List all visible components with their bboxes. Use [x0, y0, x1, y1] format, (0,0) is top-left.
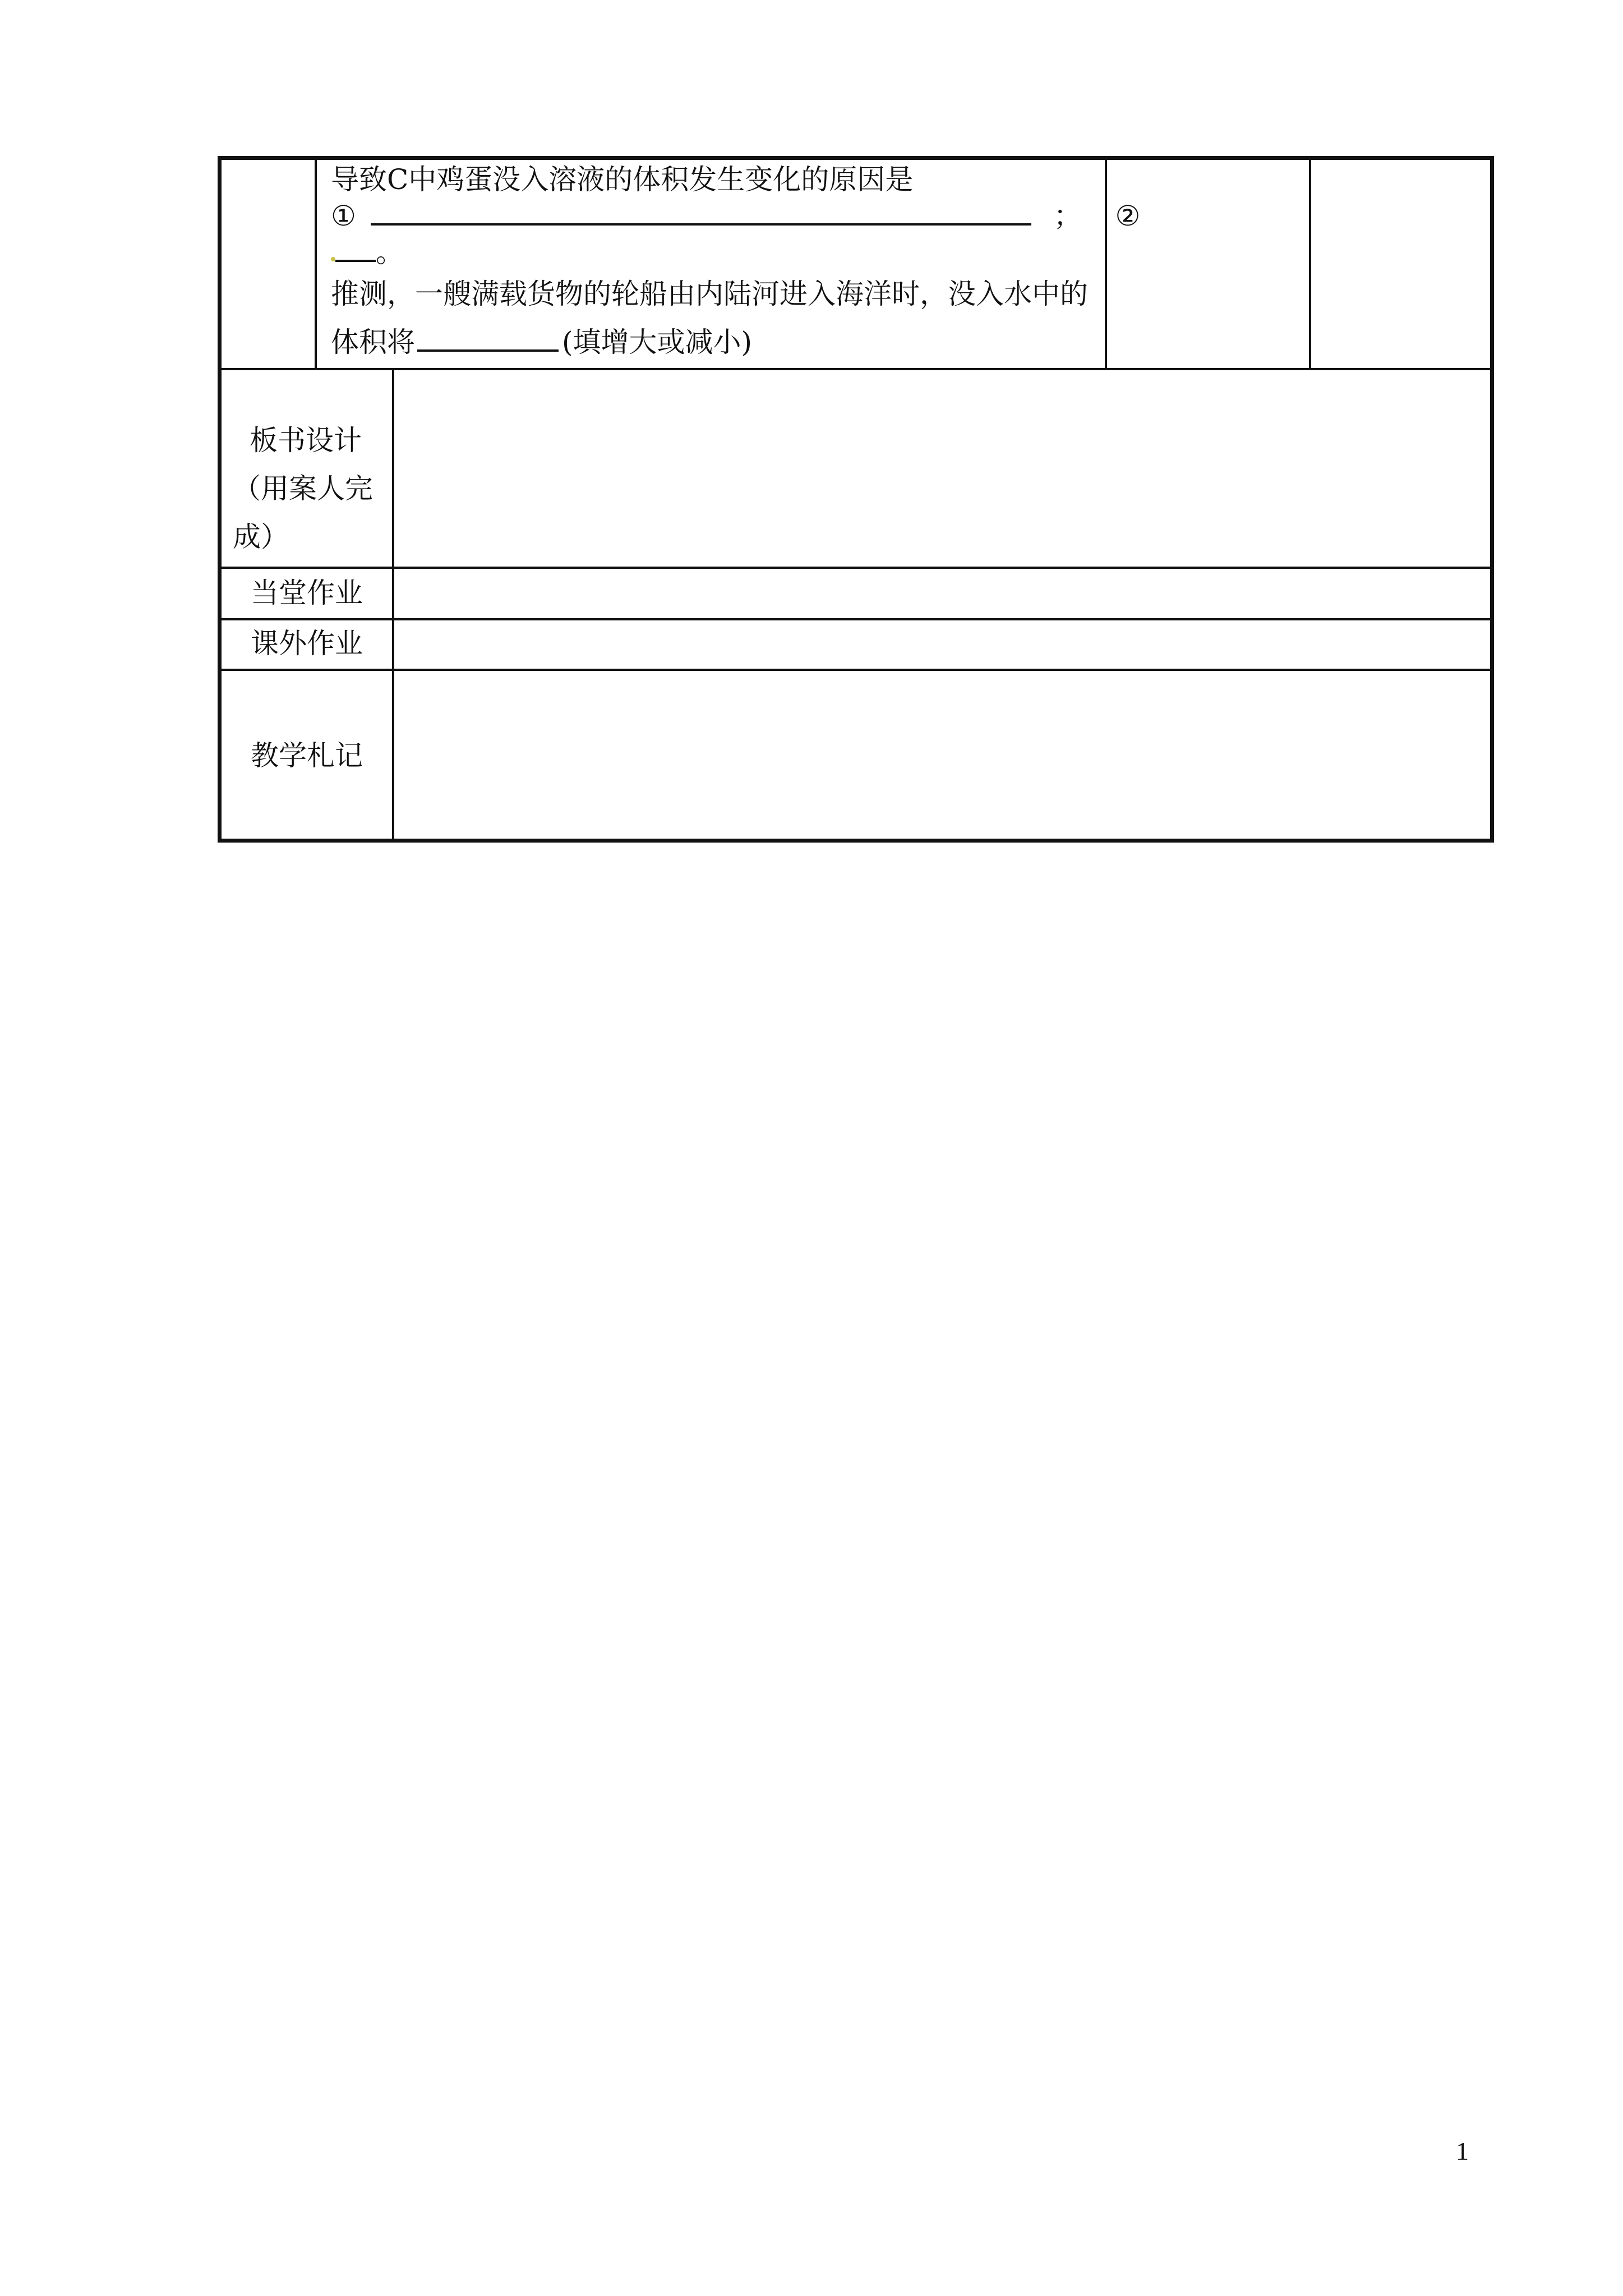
answer-blank-3[interactable] — [417, 327, 559, 352]
answer-blank-1[interactable] — [371, 201, 1031, 226]
teaching-notes-cell[interactable] — [394, 671, 1491, 838]
board-design-label: 板书设计 — [250, 424, 362, 457]
top-divider-1 — [315, 157, 317, 369]
mark-dot — [331, 257, 335, 261]
question-line-4: 推测，一艘满载货物的轮船由内陆河进入海洋时，没入水中的 — [331, 278, 1088, 310]
classwork-cell[interactable] — [394, 569, 1491, 617]
question-line-5: 体积将 (填增大或减小) — [331, 326, 753, 358]
question-line-2: ① ； ② — [331, 200, 1141, 232]
top-divider-3 — [1309, 157, 1311, 369]
answer-blank-2[interactable] — [335, 237, 376, 262]
page-number: 1 — [1456, 2137, 1469, 2165]
board-design-label-line3: 成） — [233, 521, 289, 553]
teaching-notes-label: 教学札记 — [251, 739, 363, 772]
homework-cell[interactable] — [394, 620, 1491, 668]
question-line-1: 导致C中鸡蛋没入溶液的体积发生变化的原因是 — [331, 163, 914, 196]
question-line-3: 。 — [331, 236, 404, 269]
homework-label: 课外作业 — [251, 627, 363, 660]
classwork-label: 当堂作业 — [251, 577, 363, 609]
top-divider-2 — [1105, 157, 1107, 369]
board-design-cell[interactable] — [394, 370, 1491, 565]
board-design-label-line2: （用案人完 — [233, 472, 373, 505]
